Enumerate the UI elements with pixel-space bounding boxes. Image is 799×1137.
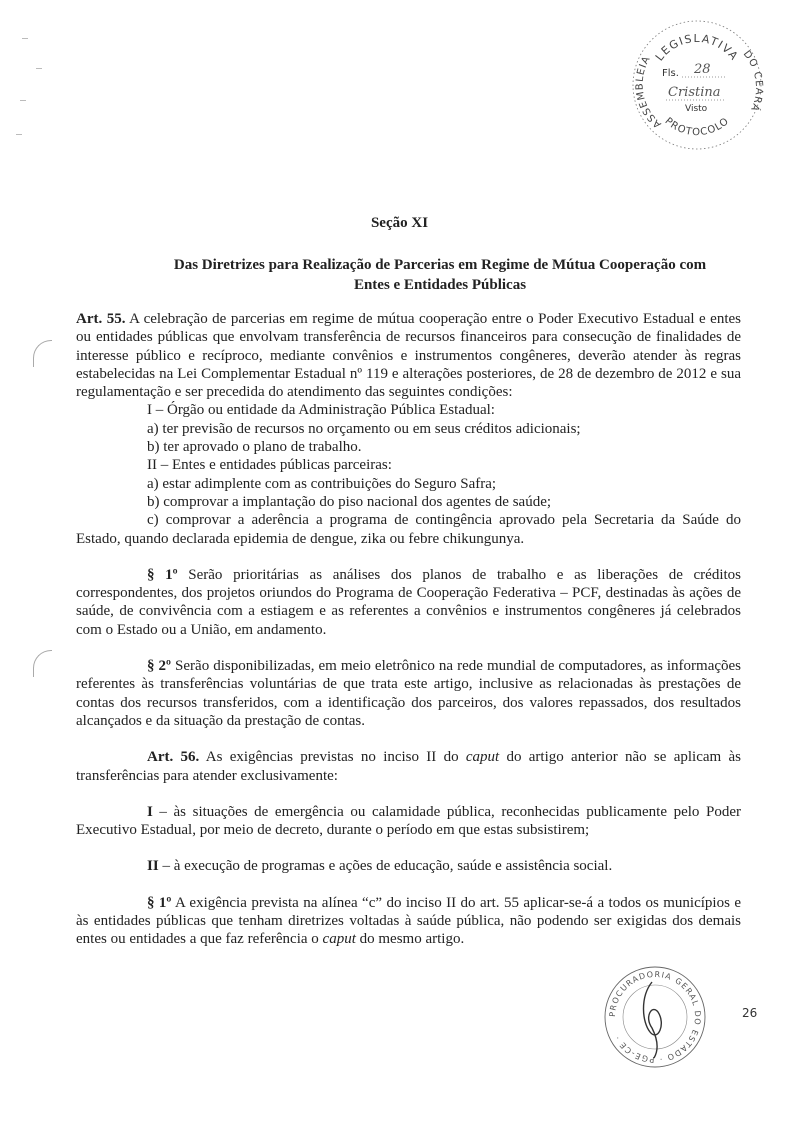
visto-label: Visto: [685, 104, 708, 114]
subtitle-line-2: Entes e Entidades Públicas: [353, 277, 527, 293]
art55-text: A celebração de parcerias em regime de mútua cooperação entre o Poder Executivo Estadual e entes ou entidades públicas que envolvam transferência de recursos financeiros para consecução de finalidades de interesse público e recíproco, mediante convênios e instrumentos congêneres, deverão atender às regras estabelecidas na Lei Complementar Estadual nº 119 e alterações posteriores, de 28 de dezembro de 2012 e sua regulamentação e ser precedida do atendimento das seguintes condições:: [76, 311, 741, 401]
svg-text:DO CEARÁ: [741, 49, 764, 114]
section-subtitle: [140, 255, 740, 295]
art56-par1-label: § 1º: [147, 894, 172, 911]
stamp-arc-bottom: PROTOCOLO: [662, 115, 732, 139]
punch-hole-mark: [33, 340, 52, 367]
art55-par1-text: Serão prioritárias as análises dos planos de trabalho e as liberações de créditos correspondentes, dos projetos oriundos do Programa de Cooperação Federativa – PCF, destinadas às ações de saúde, de convivência com a estiagem e as referentes a convênios e instrumentos congêneres já celebrados com o Estado ou a União, em andamento.: [76, 566, 741, 638]
art55-paragraph-2: [76, 657, 741, 730]
art55-par1-label: § 1º: [147, 566, 178, 583]
art55-inciso-ii-a: a) estar adimplente com as contribuições do Seguro Safra;: [147, 475, 497, 492]
seal-signature: [644, 982, 662, 1058]
art55-par2-label: § 2º: [147, 658, 171, 675]
stamp-arc-top: LEGISLATIVA: [652, 31, 742, 64]
punch-hole-mark: [33, 650, 52, 677]
art56-par1-text-after: do mesmo artigo.: [355, 931, 465, 948]
art56-paragraph-1: [76, 894, 741, 949]
art56-caput-term: caput: [465, 749, 500, 766]
art56-text-before: As exigências previstas no inciso II do: [199, 749, 466, 766]
scan-mark: [22, 38, 28, 39]
art56-label: Art. 56.: [147, 749, 200, 766]
art56-text-after: do artigo anterior não se aplicam às transferências para atender exclusivamente:: [76, 749, 741, 784]
art56-inciso-ii-text: – à execução de programas e ações de educação, saúde e assistência social.: [158, 858, 613, 875]
stamp-arc-right: DO CEARÁ: [740, 48, 765, 114]
scan-mark: [16, 134, 22, 135]
art56-inciso-i: [76, 803, 741, 840]
page-number: 26: [742, 1006, 758, 1020]
art55-inciso-ii: II – Entes e entidades públicas parceiras:: [147, 457, 392, 474]
svg-text:ASSEMBLEIA: [635, 54, 664, 130]
art55-inciso-i-a: a) ter previsão de recursos no orçamento ou em seus créditos adicionais;: [147, 420, 581, 437]
document-body: [76, 310, 741, 949]
svg-text:LEGISLATIVA: [653, 32, 741, 64]
protocol-stamp: [622, 10, 772, 160]
art56-inciso-i-label: I: [147, 803, 153, 820]
fls-label: Fls.: [662, 68, 679, 79]
svg-text:PROTOCOLO: [663, 116, 732, 138]
art55-label: Art. 55.: [76, 311, 126, 327]
procuradoria-seal: [600, 962, 710, 1072]
section-title: Seção XI: [370, 215, 429, 231]
art55-caput: [76, 310, 741, 401]
art55-inciso-i: I – Órgão ou entidade da Administração Pública Estadual:: [147, 402, 495, 419]
subtitle-line-1: Das Diretrizes para Realização de Parcerias em Regime de Mútua Cooperação com: [173, 257, 707, 273]
art55-inciso-i-b: b) ter aprovado o plano de trabalho.: [147, 439, 362, 456]
fls-value: 28: [694, 62, 711, 77]
art56-caput: [76, 748, 741, 785]
art55-par2-text: Serão disponibilizadas, em meio eletrônico na rede mundial de computadores, as informações referentes às transferências voluntárias de que trata este artigo, inclusive as relacionadas às prestações de contas dos recursos transferidos, com a identificação dos parceiros, dos valores repassados, dos resultados alcançados e da situação da prestação de contas.: [76, 658, 742, 729]
art55-paragraph-1: [76, 566, 741, 639]
art56-par1-caput-term: caput: [322, 931, 356, 948]
svg-text:PROCURADORIA GERAL DO ESTADO ·: [608, 970, 702, 1064]
art55-inciso-ii-c: c) comprovar a aderência a programa de contingência aprovado pela Secretaria da Saúde do Estado, quando declarada epidemia de dengue, zika ou febre chikungunya.: [76, 512, 741, 547]
scan-mark: [20, 100, 26, 101]
scan-mark: [36, 68, 42, 69]
handwritten-signature: Cristina: [668, 85, 721, 100]
stamp-arc-left: ASSEMBLEIA: [634, 54, 664, 130]
art56-par1-text-before: A exigência prevista na alínea “c” do inciso II do art. 55 aplicar-se-á a todos os municípios e às entidades públicas que tenham diretrizes voltadas à saúde pública, não podendo ser exigidas dos demais entes ou entidades a que faz referência o: [76, 894, 741, 948]
art56-inciso-i-text: – às situações de emergência ou calamidade pública, reconhecidas publicamente pelo Poder Executivo Estadual, por meio de decreto, durante o período em que estas subsistirem;: [76, 803, 741, 839]
art55-inciso-ii-b: b) comprovar a implantação do piso nacional dos agentes de saúde;: [147, 493, 552, 510]
art56-inciso-ii: [76, 857, 741, 875]
art56-inciso-ii-label: II: [147, 858, 159, 875]
seal-ring-text: PROCURADORIA GERAL DO ESTADO · PGE-CE ·: [607, 969, 703, 1065]
